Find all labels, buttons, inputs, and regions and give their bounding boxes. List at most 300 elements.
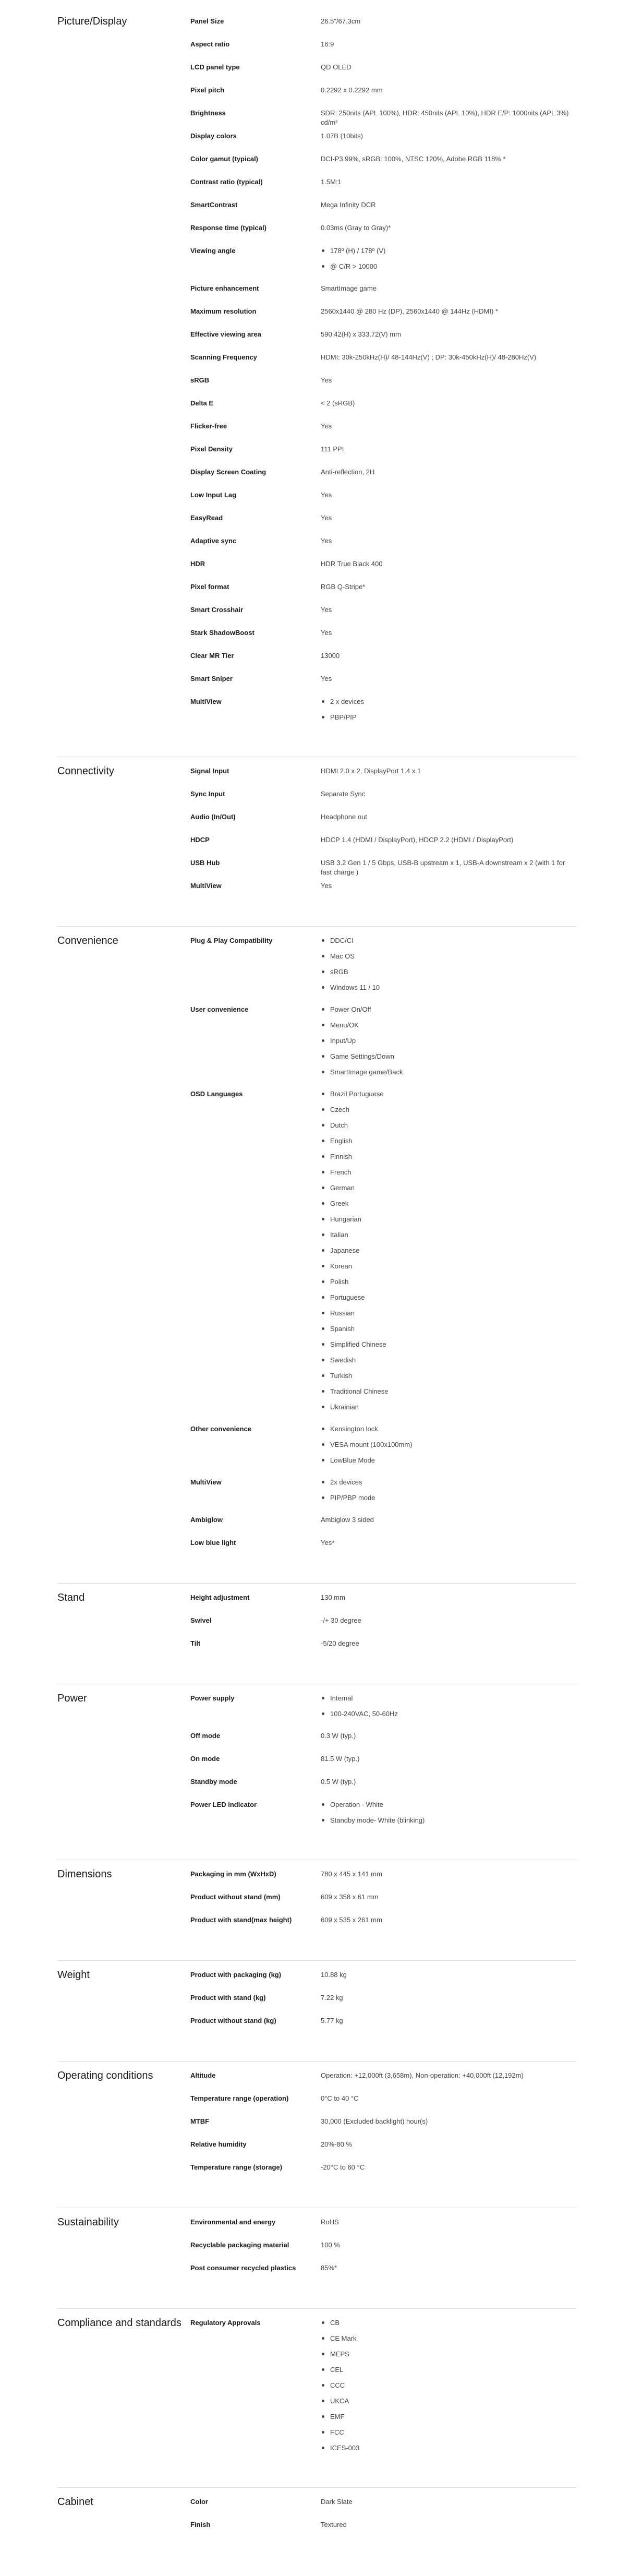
spec-row <box>190 1731 576 1754</box>
spec-row <box>190 1694 576 1731</box>
spec-label: MTBF <box>190 2117 210 2125</box>
spec-value: 13000 <box>321 652 340 660</box>
spec-value: 0.3 W (typ.) <box>321 1732 356 1740</box>
spec-rows <box>190 2071 576 2186</box>
spec-label: SmartContrast <box>190 201 238 209</box>
spec-value: 0.03ms (Gray to Gray)* <box>321 224 391 232</box>
spec-value: Yes* <box>321 1539 335 1547</box>
section-sustainability <box>57 2208 576 2309</box>
spec-label: Response time (typical) <box>190 224 266 232</box>
spec-value: -/+ 30 degree <box>321 1616 361 1624</box>
spec-label: Pixel pitch <box>190 86 225 94</box>
spec-value: 609 x 535 x 261 mm <box>321 1916 382 1924</box>
spec-row <box>190 697 576 735</box>
spec-row <box>190 330 576 353</box>
spec-value: 0°C to 40 °C <box>321 2094 359 2102</box>
spec-row <box>190 582 576 605</box>
spec-row <box>190 936 576 1005</box>
spec-value: 2560x1440 @ 280 Hz (DP), 2560x1440 @ 144Hz (HDMI) * <box>321 307 498 315</box>
list-item: Finnish <box>321 1152 576 1168</box>
spec-label: Audio (In/Out) <box>190 813 236 821</box>
spec-value: -20°C to 60 °C <box>321 2163 365 2171</box>
spec-value-list <box>321 1005 576 1083</box>
spec-row <box>190 86 576 109</box>
spec-value: Dark Slate <box>321 2498 353 2506</box>
section-picture-display <box>57 7 576 757</box>
spec-rows <box>190 2318 576 2465</box>
list-item: Polish <box>321 1277 576 1293</box>
section-title: Convenience <box>57 935 118 946</box>
spec-row <box>190 2520 576 2543</box>
spec-label: Smart Sniper <box>190 675 233 682</box>
list-item: Swedish <box>321 1356 576 1371</box>
spec-label: LCD panel type <box>190 63 240 71</box>
list-item: Standby mode- White (blinking) <box>321 1816 576 1831</box>
spec-value: Headphone out <box>321 813 367 821</box>
spec-row <box>190 1754 576 1777</box>
section-connectivity <box>57 757 576 927</box>
spec-row <box>190 490 576 513</box>
spec-row <box>190 109 576 131</box>
list-item: DDC/CI <box>321 936 576 952</box>
list-item: CCC <box>321 2381 576 2397</box>
spec-row <box>190 399 576 422</box>
spec-label: MultiView <box>190 698 222 705</box>
spec-row <box>190 1089 576 1424</box>
spec-row <box>190 1915 576 1938</box>
spec-value: SDR: 250nits (APL 100%), HDR: 450nits (APL 10%), HDR E/P: 1000nits (APL 3%) cd/m² <box>321 109 569 126</box>
spec-label: Power LED indicator <box>190 1801 257 1808</box>
spec-row <box>190 1424 576 1478</box>
spec-value: Textured <box>321 2521 347 2529</box>
list-item: Ukrainian <box>321 1403 576 1418</box>
spec-rows <box>190 1694 576 1838</box>
spec-value: Ambiglow 3 sided <box>321 1516 374 1524</box>
spec-value: Anti-reflection, 2H <box>321 468 375 476</box>
spec-rows <box>190 2218 576 2286</box>
spec-row <box>190 835 576 858</box>
spec-row <box>190 445 576 468</box>
spec-value-list <box>321 1424 576 1471</box>
spec-value: USB 3.2 Gen 1 / 5 Gbps, USB-B upstream x 1, USB-A downstream x 2 (with 1 for fast charge ) <box>321 859 565 876</box>
spec-value: HDMI: 30k-250kHz(H)/ 48-144Hz(V) ; DP: 30k-450kHz(H)/ 48-280Hz(V) <box>321 353 537 361</box>
spec-label: Plug & Play Compatibility <box>190 937 273 944</box>
bullet-list <box>321 1478 576 1509</box>
spec-label: MultiView <box>190 1478 222 1486</box>
section-title: Dimensions <box>57 1868 112 1880</box>
spec-row <box>190 177 576 200</box>
list-item: Operation - White <box>321 1800 576 1816</box>
spec-row <box>190 2497 576 2520</box>
spec-row <box>190 200 576 223</box>
spec-row <box>190 674 576 697</box>
spec-value: Yes <box>321 882 332 890</box>
list-item: EMF <box>321 2412 576 2428</box>
spec-label: Low Input Lag <box>190 491 237 499</box>
spec-rows <box>190 1970 576 2039</box>
list-item: French <box>321 1168 576 1183</box>
section-title: Power <box>57 1693 87 1704</box>
spec-label: Standby mode <box>190 1778 237 1786</box>
list-item: FCC <box>321 2428 576 2443</box>
bullet-list <box>321 1694 576 1725</box>
list-item: Input/Up <box>321 1036 576 1052</box>
list-item: Italian <box>321 1230 576 1246</box>
list-item: Dutch <box>321 1121 576 1136</box>
spec-value: < 2 (sRGB) <box>321 399 355 407</box>
spec-row <box>190 1538 576 1561</box>
spec-row <box>190 881 576 904</box>
spec-label: Pixel format <box>190 583 229 591</box>
spec-label: Product with stand (kg) <box>190 1994 266 2002</box>
spec-row <box>190 2240 576 2263</box>
spec-label: Product with stand(max height) <box>190 1916 292 1924</box>
spec-value: SmartImage game <box>321 284 377 292</box>
spec-label: User convenience <box>190 1005 249 1013</box>
list-item: Greek <box>321 1199 576 1215</box>
section-dimensions <box>57 1860 576 1961</box>
spec-label: Post consumer recycled plastics <box>190 2264 296 2272</box>
spec-row <box>190 17 576 40</box>
spec-label: Brightness <box>190 109 226 117</box>
list-item: SmartImage game/Back <box>321 1068 576 1083</box>
spec-label: Scanning Frequency <box>190 353 257 361</box>
spec-row <box>190 223 576 246</box>
list-item: Mac OS <box>321 952 576 967</box>
section-title: Operating conditions <box>57 2070 153 2081</box>
spec-label: Product without stand (mm) <box>190 1893 281 1901</box>
spec-label: Relative humidity <box>190 2140 247 2148</box>
spec-row <box>190 1892 576 1915</box>
section-operating-conditions <box>57 2062 576 2208</box>
spec-label: Smart Crosshair <box>190 606 244 614</box>
spec-label: EasyRead <box>190 514 223 522</box>
spec-row <box>190 812 576 835</box>
spec-row <box>190 513 576 536</box>
spec-row <box>190 2218 576 2240</box>
spec-value: Yes <box>321 629 332 637</box>
spec-row <box>190 766 576 789</box>
list-item: ICES-003 <box>321 2443 576 2459</box>
spec-row <box>190 789 576 812</box>
spec-value: Yes <box>321 675 332 682</box>
spec-value: HDR True Black 400 <box>321 560 383 568</box>
spec-row <box>190 1639 576 1662</box>
spec-row <box>190 1870 576 1892</box>
section-title: Stand <box>57 1592 85 1603</box>
spec-label: Regulatory Approvals <box>190 2319 261 2327</box>
spec-label: Picture enhancement <box>190 284 259 292</box>
list-item: Turkish <box>321 1371 576 1387</box>
spec-row <box>190 63 576 86</box>
spec-row <box>190 2163 576 2186</box>
spec-row <box>190 605 576 628</box>
spec-row <box>190 246 576 284</box>
list-item: 2 x devices <box>321 697 576 713</box>
spec-label: Delta E <box>190 399 214 407</box>
spec-label: Ambiglow <box>190 1516 223 1524</box>
spec-value: 0.5 W (typ.) <box>321 1778 356 1786</box>
spec-rows <box>190 936 576 1561</box>
spec-value: Yes <box>321 606 332 614</box>
spec-row <box>190 131 576 154</box>
spec-label: Clear MR Tier <box>190 652 234 660</box>
spec-row <box>190 2071 576 2094</box>
spec-row <box>190 353 576 376</box>
spec-label: Altitude <box>190 2071 216 2079</box>
spec-value: 609 x 358 x 61 mm <box>321 1893 379 1901</box>
spec-rows <box>190 766 576 904</box>
spec-row <box>190 1478 576 1515</box>
spec-label: Finish <box>190 2521 211 2529</box>
spec-label: Off mode <box>190 1732 221 1740</box>
list-item: LowBlue Mode <box>321 1456 576 1471</box>
spec-row <box>190 2318 576 2465</box>
section-title: Weight <box>57 1969 90 1981</box>
spec-label: Temperature range (operation) <box>190 2094 289 2102</box>
spec-value: Yes <box>321 422 332 430</box>
section-stand <box>57 1584 576 1684</box>
spec-value: 10.88 kg <box>321 1971 347 1979</box>
spec-label: Stark ShadowBoost <box>190 629 255 637</box>
spec-label: HDCP <box>190 836 210 844</box>
list-item: Russian <box>321 1309 576 1324</box>
spec-value: HDMI 2.0 x 2, DisplayPort 1.4 x 1 <box>321 767 421 775</box>
spec-row <box>190 2016 576 2039</box>
spec-label: MultiView <box>190 882 222 890</box>
spec-label: Color <box>190 2498 208 2506</box>
spec-row <box>190 2263 576 2286</box>
spec-row <box>190 307 576 330</box>
list-item: Brazil Portuguese <box>321 1089 576 1105</box>
spec-label: Product without stand (kg) <box>190 2017 276 2024</box>
spec-row <box>190 284 576 307</box>
spec-value: 26.5"/67.3cm <box>321 17 361 25</box>
spec-label: Viewing angle <box>190 247 236 255</box>
spec-value: 5.77 kg <box>321 2017 343 2024</box>
spec-label: sRGB <box>190 376 210 384</box>
spec-row <box>190 628 576 651</box>
spec-value-list <box>321 1089 576 1418</box>
spec-value: Yes <box>321 537 332 545</box>
spec-row <box>190 559 576 582</box>
spec-value: 20%-80 % <box>321 2140 352 2148</box>
section-title: Connectivity <box>57 765 114 777</box>
section-convenience <box>57 927 576 1584</box>
list-item: Game Settings/Down <box>321 1052 576 1068</box>
spec-value-list <box>321 936 576 999</box>
list-item: Czech <box>321 1105 576 1121</box>
spec-value: 81.5 W (typ.) <box>321 1755 360 1763</box>
spec-row <box>190 2117 576 2140</box>
spec-label: HDR <box>190 560 205 568</box>
section-power <box>57 1684 576 1860</box>
spec-value-list <box>321 2318 576 2459</box>
list-item: Simplified Chinese <box>321 1340 576 1356</box>
spec-value: 7.22 kg <box>321 1994 343 2002</box>
list-item: CB <box>321 2318 576 2334</box>
section-title: Picture/Display <box>57 16 127 27</box>
spec-page <box>0 7 618 2576</box>
spec-label: Display Screen Coating <box>190 468 266 476</box>
list-item: sRGB <box>321 967 576 983</box>
spec-row <box>190 422 576 445</box>
spec-label: Color gamut (typical) <box>190 155 259 163</box>
list-item: Power On/Off <box>321 1005 576 1021</box>
spec-row <box>190 376 576 399</box>
spec-row <box>190 858 576 881</box>
bullet-list <box>321 1424 576 1471</box>
list-item: Portuguese <box>321 1293 576 1309</box>
spec-value: 130 mm <box>321 1593 345 1601</box>
spec-label: Adaptive sync <box>190 537 237 545</box>
spec-value-list <box>321 697 576 728</box>
spec-value: 1.5M:1 <box>321 178 342 186</box>
spec-label: Aspect ratio <box>190 40 230 48</box>
spec-label: Maximum resolution <box>190 307 257 315</box>
section-cabinet <box>57 2488 576 2565</box>
spec-value: 100 % <box>321 2241 340 2249</box>
spec-value: 590.42(H) x 333.72(V) mm <box>321 330 401 338</box>
list-item: Hungarian <box>321 1215 576 1230</box>
list-item: VESA mount (100x100mm) <box>321 1440 576 1456</box>
spec-label: Other convenience <box>190 1425 252 1433</box>
spec-rows <box>190 1593 576 1662</box>
spec-value: DCI-P3 99%, sRGB: 100%, NTSC 120%, Adobe RGB 118% * <box>321 155 506 163</box>
spec-value-list <box>321 1478 576 1509</box>
list-item: MEPS <box>321 2350 576 2365</box>
bullet-list <box>321 1005 576 1083</box>
spec-value: Mega Infinity DCR <box>321 201 376 209</box>
spec-value: 111 PPI <box>321 445 344 453</box>
spec-label: Swivel <box>190 1616 212 1624</box>
spec-label: Effective viewing area <box>190 330 261 338</box>
list-item: Korean <box>321 1262 576 1277</box>
list-item: German <box>321 1183 576 1199</box>
spec-value: Operation: +12,000ft (3,658m), Non-operation: +40,000ft (12,192m) <box>321 2071 524 2079</box>
spec-row <box>190 1970 576 1993</box>
spec-label: OSD Languages <box>190 1090 243 1098</box>
spec-row <box>190 1593 576 1616</box>
spec-row <box>190 2140 576 2163</box>
bullet-list <box>321 246 576 278</box>
spec-label: Environmental and energy <box>190 2218 276 2226</box>
list-item: @ C/R > 10000 <box>321 262 576 278</box>
list-item: Japanese <box>321 1246 576 1262</box>
list-item: Menu/OK <box>321 1021 576 1036</box>
spec-label: Sync Input <box>190 790 225 798</box>
spec-label: Height adjustment <box>190 1593 250 1601</box>
spec-label: Recyclable packaging material <box>190 2241 289 2249</box>
spec-value: Yes <box>321 491 332 499</box>
list-item: Traditional Chinese <box>321 1387 576 1403</box>
spec-value: 0.2292 x 0.2292 mm <box>321 86 383 94</box>
section-title: Cabinet <box>57 2496 93 2508</box>
list-item: 100-240VAC, 50-60Hz <box>321 1709 576 1725</box>
spec-label: Flicker-free <box>190 422 227 430</box>
spec-value-list <box>321 246 576 278</box>
spec-value: -5/20 degree <box>321 1639 359 1647</box>
spec-row <box>190 154 576 177</box>
list-item: Windows 11 / 10 <box>321 983 576 999</box>
spec-rows <box>190 1870 576 1938</box>
spec-value: Yes <box>321 376 332 384</box>
spec-value-list <box>321 1694 576 1725</box>
list-item: Spanish <box>321 1324 576 1340</box>
spec-label: Panel Size <box>190 17 224 25</box>
spec-value: HDCP 1.4 (HDMI / DisplayPort), HDCP 2.2 (HDMI / DisplayPort) <box>321 836 514 844</box>
spec-value: 1.07B (10bits) <box>321 132 363 140</box>
spec-row <box>190 651 576 674</box>
list-item: UKCA <box>321 2397 576 2412</box>
spec-row <box>190 2094 576 2117</box>
spec-value: 85%* <box>321 2264 337 2272</box>
spec-label: Power supply <box>190 1694 235 1702</box>
bullet-list <box>321 1089 576 1418</box>
spec-label: Signal Input <box>190 767 229 775</box>
spec-value: Yes <box>321 514 332 522</box>
spec-label: Display colors <box>190 132 237 140</box>
section-title: Compliance and standards <box>57 2317 181 2329</box>
section-title: Sustainability <box>57 2216 119 2228</box>
spec-value: RGB Q-Stripe* <box>321 583 366 591</box>
spec-label: Contrast ratio (typical) <box>190 178 263 186</box>
spec-value: RoHS <box>321 2218 339 2226</box>
spec-label: Low blue light <box>190 1539 236 1547</box>
spec-row <box>190 536 576 559</box>
list-item: PBP/PIP <box>321 713 576 728</box>
spec-row <box>190 1777 576 1800</box>
spec-row <box>190 468 576 490</box>
spec-label: Tilt <box>190 1639 201 1647</box>
spec-value: QD OLED <box>321 63 352 71</box>
spec-label: USB Hub <box>190 859 220 867</box>
spec-rows <box>190 2497 576 2543</box>
bullet-list <box>321 1800 576 1831</box>
list-item: 178º (H) / 178º (V) <box>321 246 576 262</box>
spec-value: 780 x 445 x 141 mm <box>321 1870 382 1878</box>
list-item: English <box>321 1136 576 1152</box>
spec-row <box>190 1515 576 1538</box>
bullet-list <box>321 2318 576 2459</box>
bullet-list <box>321 697 576 728</box>
spec-label: Pixel Density <box>190 445 233 453</box>
list-item: PIP/PBP mode <box>321 1493 576 1509</box>
section-compliance-and-standards <box>57 2309 576 2488</box>
spec-value: Separate Sync <box>321 790 366 798</box>
spec-row <box>190 1616 576 1639</box>
section-weight <box>57 1961 576 2062</box>
list-item: 2x devices <box>321 1478 576 1493</box>
list-item: CE Mark <box>321 2334 576 2350</box>
spec-label: Product with packaging (kg) <box>190 1971 282 1979</box>
spec-value: 30,000 (Excluded backlight) hour(s) <box>321 2117 428 2125</box>
list-item: Internal <box>321 1694 576 1709</box>
spec-row <box>190 40 576 63</box>
spec-label: On mode <box>190 1755 220 1763</box>
spec-row <box>190 1005 576 1089</box>
spec-rows <box>190 17 576 735</box>
list-item: Kensington lock <box>321 1424 576 1440</box>
spec-label: Temperature range (storage) <box>190 2163 283 2171</box>
spec-value-list <box>321 1800 576 1831</box>
list-item: CEL <box>321 2365 576 2381</box>
spec-label: Packaging in mm (WxHxD) <box>190 1870 276 1878</box>
spec-row <box>190 1993 576 2016</box>
spec-row <box>190 1800 576 1838</box>
spec-value: 16:9 <box>321 40 334 48</box>
bullet-list <box>321 936 576 999</box>
